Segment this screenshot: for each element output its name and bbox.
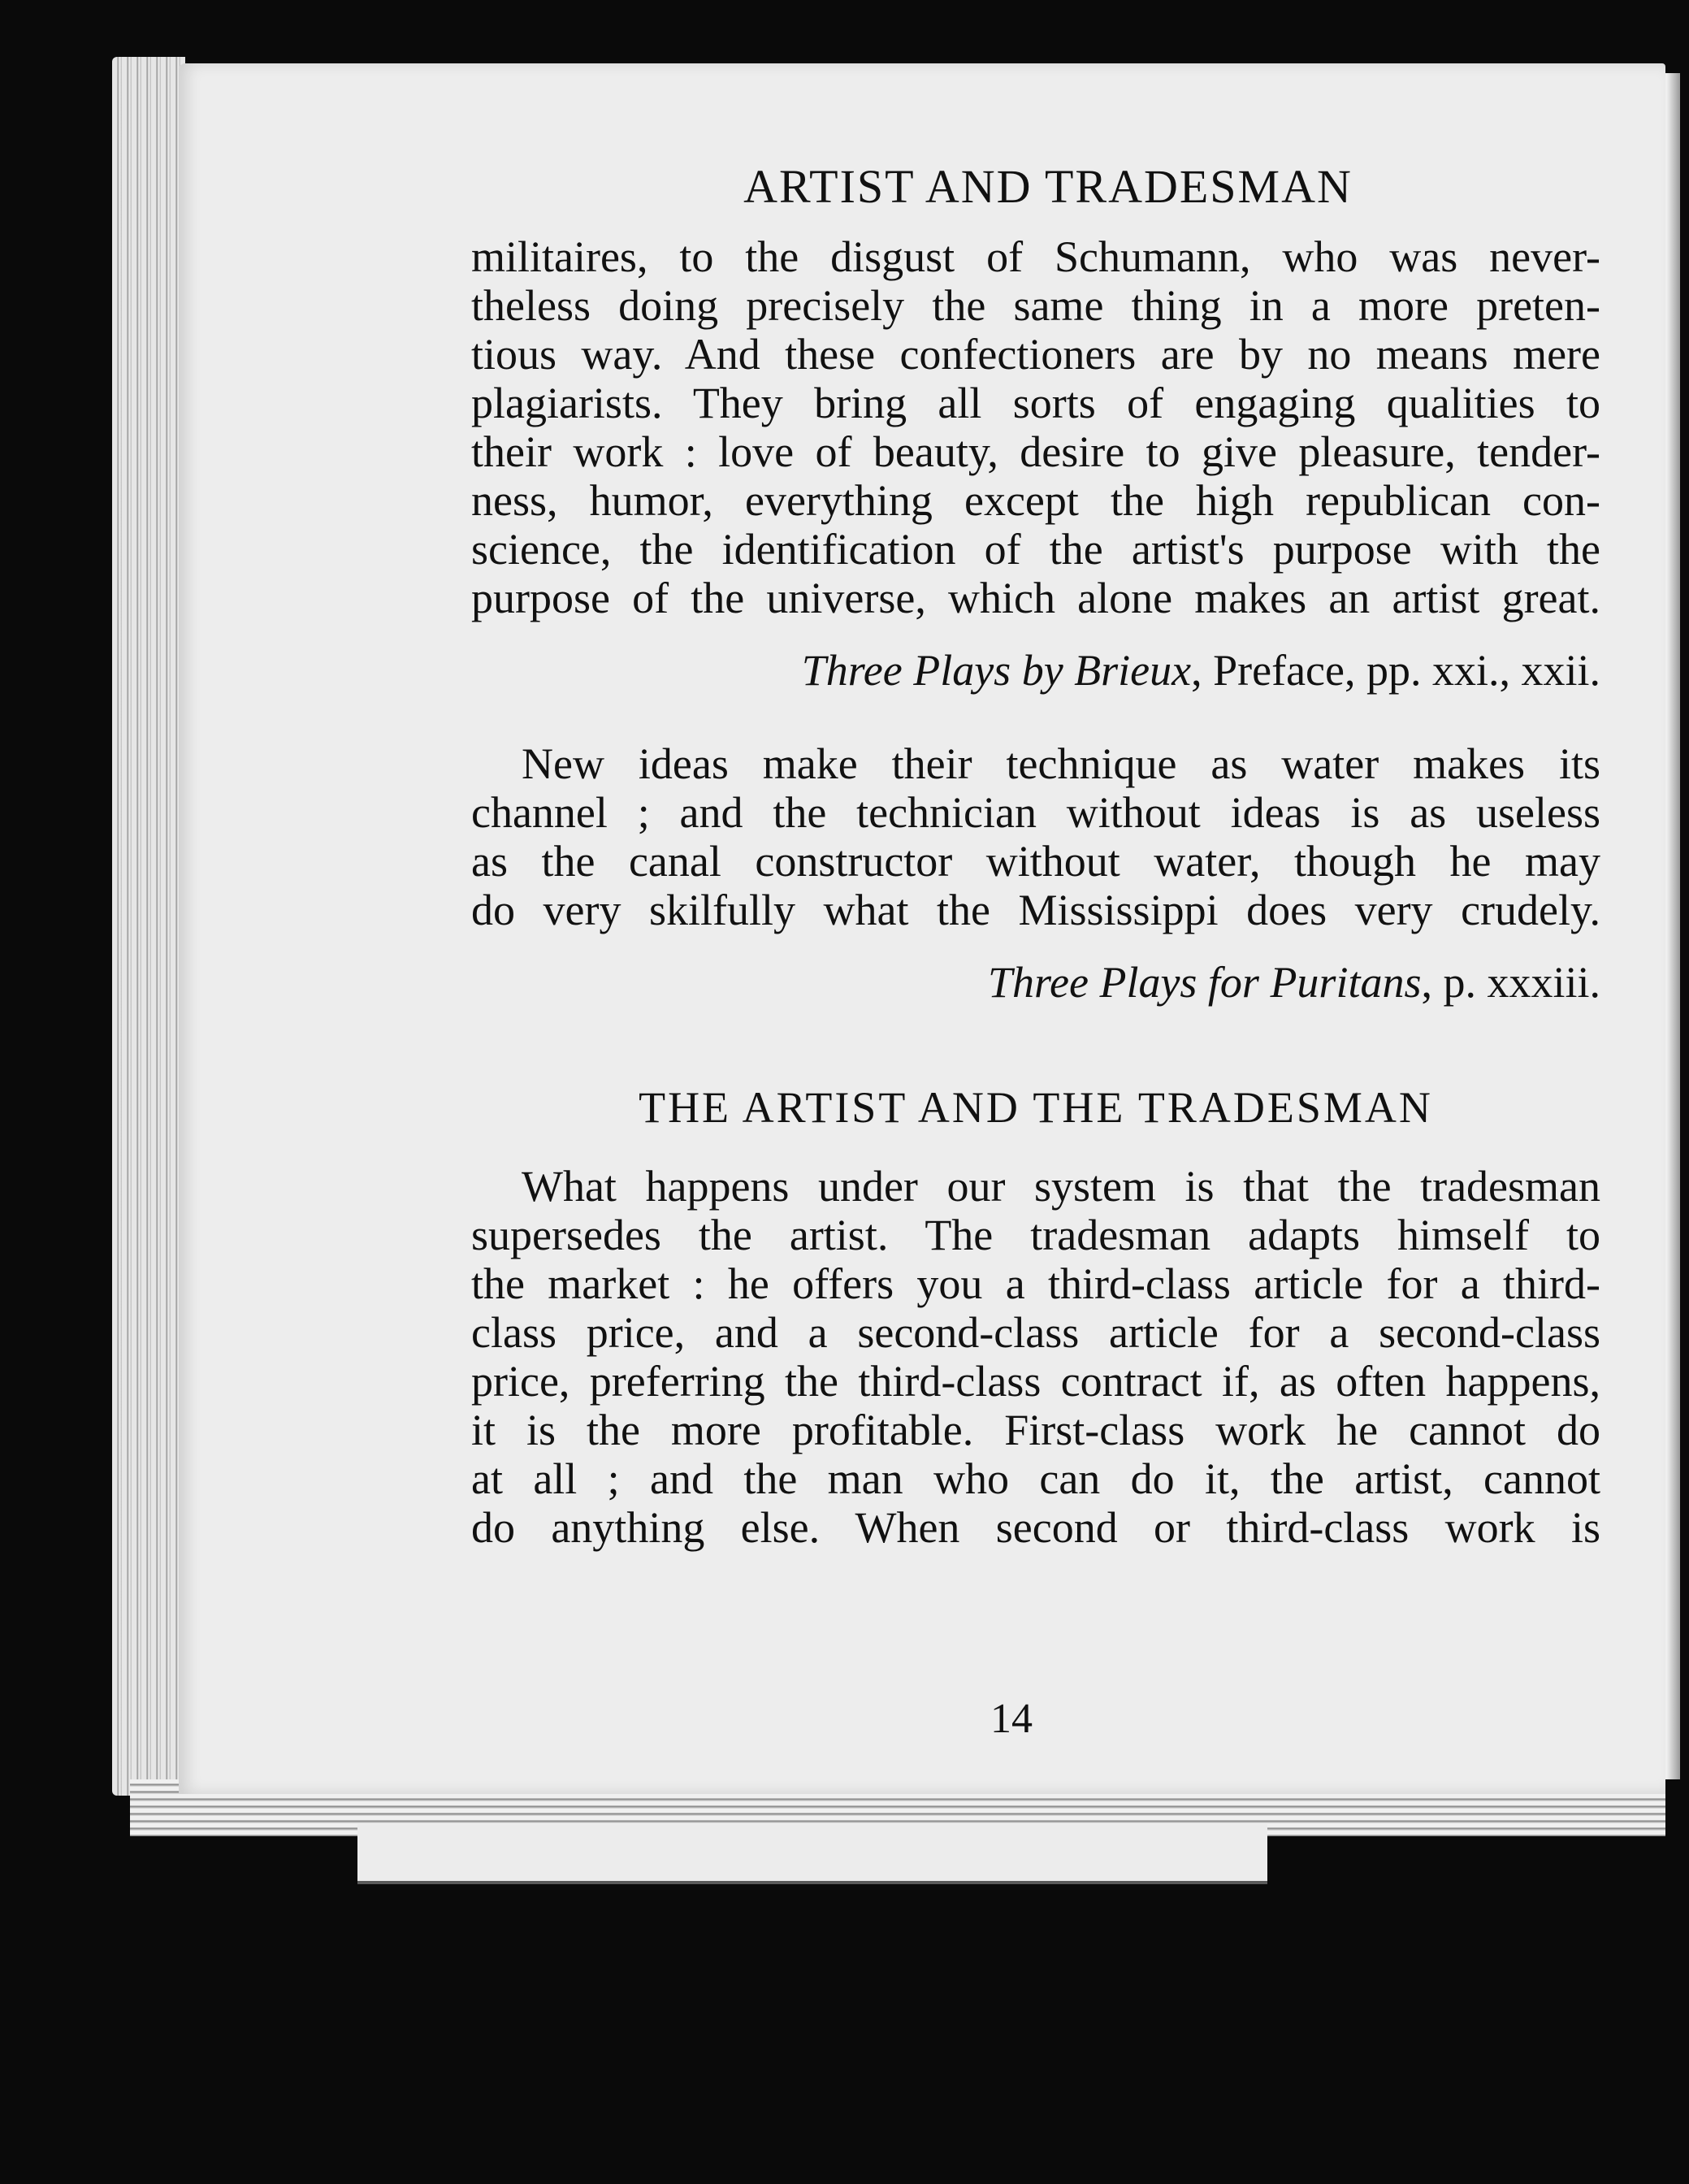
quote-2-citation: [471, 957, 1600, 1008]
text-line: channel ; and the technician without ideas is as useless: [471, 788, 1600, 837]
text-line: science, the identification of the artist's purpose with the: [471, 525, 1600, 574]
text-line: purpose of the universe, which alone makes an artist great.: [471, 574, 1600, 622]
section-body: [471, 1162, 1600, 1552]
text-line: plagiarists. They bring all sorts of engaging qualities to: [471, 379, 1600, 427]
text-line: New ideas make their technique as water makes its: [522, 739, 1600, 788]
page-number: 14: [990, 1696, 1033, 1742]
text-line: class price, and a second-class article for a second-class: [471, 1308, 1600, 1357]
text-line: do very skilfully what the Mississippi does very crudely.: [471, 886, 1600, 934]
text-line: at all ; and the man who can do it, the artist, cannot: [471, 1454, 1600, 1503]
stacked-page-edges-left: [112, 57, 185, 1796]
text-line: their work : love of beauty, desire to give pleasure, tender-: [471, 427, 1600, 476]
text-line: theless doing precisely the same thing in a more preten-: [471, 281, 1600, 330]
quote-2-body: [471, 739, 1600, 934]
text-line: price, preferring the third-class contract if, as often happens,: [471, 1357, 1600, 1406]
text-line: tious way. And these confectioners are by no means mere: [471, 330, 1600, 379]
text-line: supersedes the artist. The tradesman adapts himself to: [471, 1211, 1600, 1259]
citation-title: Three Plays for Puritans: [987, 958, 1422, 1007]
text-line: it is the more profitable. First-class work he cannot do: [471, 1406, 1600, 1454]
book-page: [179, 63, 1665, 1794]
citation-title: Three Plays by Brieux: [801, 646, 1192, 695]
text-line: as the canal constructor without water, though he may: [471, 837, 1600, 886]
page-edge-strip: [357, 1824, 1267, 1881]
text-line: do anything else. When second or third-class work is: [471, 1503, 1600, 1552]
text-line: the market : he offers you a third-class article for a third-: [471, 1259, 1600, 1308]
text-line: militaires, to the disgust of Schumann, who was never-: [471, 232, 1600, 281]
citation-reference: , p. xxxiii.: [1421, 958, 1600, 1007]
citation-reference: , Preface, pp. xxi., xxii.: [1191, 646, 1600, 695]
text-line: What happens under our system is that the tradesman: [522, 1162, 1600, 1211]
quote-1-body: [471, 232, 1600, 622]
quote-1-citation: [471, 645, 1600, 696]
text-line: ness, humor, everything except the high republican con-: [471, 476, 1600, 525]
section-title: THE ARTIST AND THE TRADESMAN: [639, 1083, 1433, 1132]
running-head: ARTIST AND TRADESMAN: [743, 160, 1353, 213]
